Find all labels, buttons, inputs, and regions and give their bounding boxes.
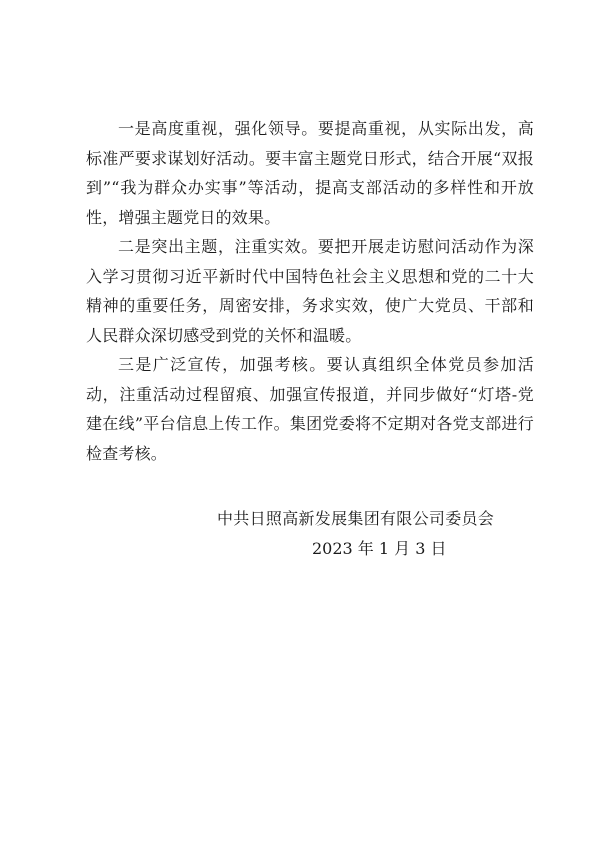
paragraph-three: 三是广泛宣传，加强考核。要认真组织全体党员参加活动，注重活动过程留痕、加强宣传报道，并同步做好“灯塔-党建在线”平台信息上传工作。集团党委将不定期对各党支部进行检查考核。 — [86, 355, 534, 463]
paragraph-two: 二是突出主题，注重实效。要把开展走访慰问活动作为深入学习贯彻习近平新时代中国特色社会主义思想和党的二十大精神的重要任务，周密安排，务求实效，使广大党员、干部和人民群众深切感受到党的关怀和温暖。 — [86, 237, 534, 345]
paragraph-one: 一是高度重视，强化领导。要提高重视，从实际出发，高标准严要求谋划好活动。要丰富主题党日形式，结合开展“双报到”“我为群众办实事”等活动，提高支部活动的多样性和开放性，增强主题党日的效果。 — [86, 119, 534, 227]
document-body — [86, 114, 534, 468]
signature-organization: 中共日照高新发展集团有限公司委员会 — [217, 509, 495, 528]
signature-date: 2023 年 1 月 3 日 — [312, 539, 447, 558]
